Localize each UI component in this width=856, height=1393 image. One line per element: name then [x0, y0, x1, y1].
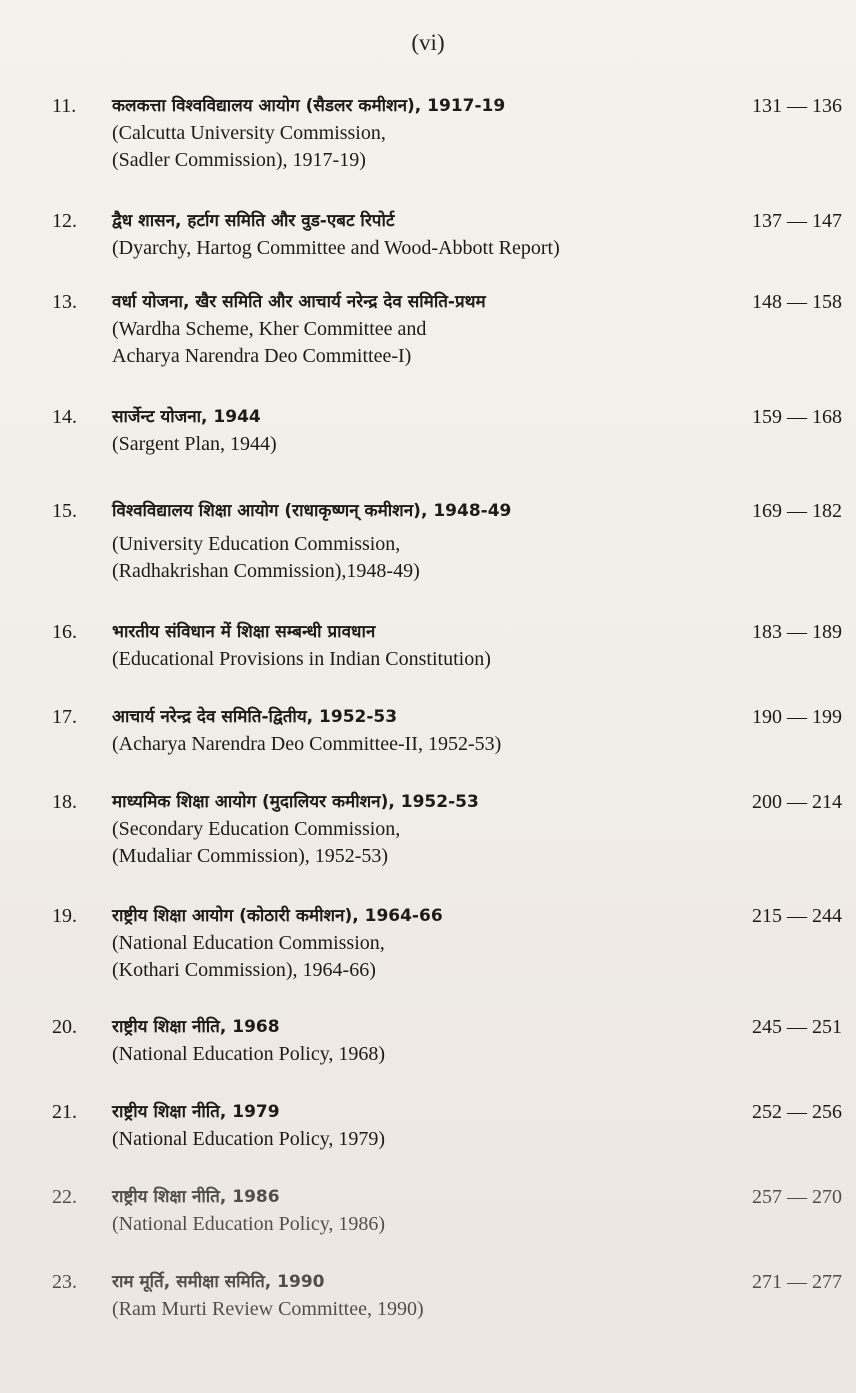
english-title-line: (Mudaliar Commission), 1952-53)	[112, 845, 389, 867]
entry-page-range: 169 — 182	[752, 500, 842, 522]
entry-hindi-title: भारतीय संविधान में शिक्षा सम्बन्धी प्रावधान	[112, 622, 376, 642]
entry-page-range: 190 — 199	[752, 706, 842, 728]
entry-hindi-title: आचार्य नरेन्द्र देव समिति-द्वितीय, 1952-53	[112, 707, 398, 727]
entry-english-title	[112, 930, 752, 984]
english-title-line: (Sadler Commission), 1917-19)	[112, 149, 366, 171]
entry-page-range: 200 — 214	[752, 791, 842, 813]
entry-hindi-title: सार्जेन्ट योजना, 1944	[112, 407, 261, 427]
entry-number: 16.	[52, 621, 77, 643]
entry-hindi-title: राष्ट्रीय शिक्षा नीति, 1986	[112, 1187, 280, 1207]
page-number: (vi)	[411, 30, 445, 55]
english-title-line: (University Education Commission,	[112, 533, 401, 555]
english-title-line: (Kothari Commission), 1964-66)	[112, 959, 376, 981]
english-title-line: (National Education Policy, 1968)	[112, 1043, 386, 1065]
entry-english-title	[112, 235, 752, 262]
english-title-line: (Acharya Narendra Deo Committee-II, 1952-53)	[112, 733, 502, 755]
english-title-line: (Calcutta University Commission,	[112, 122, 386, 144]
entry-number: 20.	[52, 1016, 77, 1038]
entry-page-range: 257 — 270	[752, 1186, 842, 1208]
english-title-line: (Educational Provisions in Indian Constitution)	[112, 648, 491, 670]
english-title-line: (Ram Murti Review Committee, 1990)	[112, 1298, 424, 1320]
entry-number: 11.	[52, 95, 77, 117]
entry-page-range: 183 — 189	[752, 621, 842, 643]
entry-page-range: 252 — 256	[752, 1101, 842, 1123]
entry-number: 21.	[52, 1101, 77, 1123]
entry-number: 15.	[52, 500, 77, 522]
entry-english-title	[112, 1296, 752, 1323]
entry-hindi-title: राष्ट्रीय शिक्षा नीति, 1979	[112, 1102, 280, 1122]
entry-english-title	[112, 120, 752, 174]
entry-english-title	[112, 731, 752, 758]
entry-english-title	[112, 1126, 752, 1153]
entry-page-range: 271 — 277	[752, 1271, 842, 1293]
entry-number: 17.	[52, 706, 77, 728]
entry-hindi-title: विश्वविद्यालय शिक्षा आयोग (राधाकृष्णन् कमीशन), 1948-49	[112, 501, 512, 521]
entry-hindi-title: राम मूर्ति, समीक्षा समिति, 1990	[112, 1272, 325, 1292]
entry-hindi-title: राष्ट्रीय शिक्षा आयोग (कोठारी कमीशन), 1964-66	[112, 906, 443, 926]
entry-english-title	[112, 646, 752, 673]
english-title-line: (National Education Commission,	[112, 932, 385, 954]
entry-hindi-title: माध्यमिक शिक्षा आयोग (मुदालियर कमीशन), 1952-53	[112, 792, 479, 812]
entry-number: 14.	[52, 406, 77, 428]
english-title-line: (Dyarchy, Hartog Committee and Wood-Abbott Report)	[112, 237, 560, 259]
entry-page-range: 159 — 168	[752, 406, 842, 428]
entry-page-range: 137 — 147	[752, 210, 842, 232]
entry-number: 12.	[52, 210, 77, 232]
english-title-line: (Secondary Education Commission,	[112, 818, 401, 840]
entry-english-title	[112, 1211, 752, 1238]
entry-hindi-title: वर्धा योजना, खैर समिति और आचार्य नरेन्द्र देव समिति-प्रथम	[112, 292, 486, 312]
entry-page-range: 131 — 136	[752, 95, 842, 117]
entry-page-range: 245 — 251	[752, 1016, 842, 1038]
entry-page-range: 148 — 158	[752, 291, 842, 313]
entry-english-title	[112, 316, 752, 370]
entry-hindi-title: राष्ट्रीय शिक्षा नीति, 1968	[112, 1017, 280, 1037]
entry-page-range: 215 — 244	[752, 905, 842, 927]
english-title-line: (National Education Policy, 1986)	[112, 1213, 386, 1235]
english-title-line: (Sargent Plan, 1944)	[112, 433, 277, 455]
english-title-line: (Radhakrishan Commission),1948-49)	[112, 560, 420, 582]
entry-number: 22.	[52, 1186, 77, 1208]
entry-hindi-title: द्वैध शासन, हर्टाग समिति और वुड-एबट रिपोर्ट	[112, 211, 395, 231]
english-title-line: (Wardha Scheme, Kher Committee and	[112, 318, 427, 340]
entry-english-title	[112, 431, 752, 458]
english-title-line: (National Education Policy, 1979)	[112, 1128, 386, 1150]
entry-number: 13.	[52, 291, 77, 313]
entry-number: 18.	[52, 791, 77, 813]
english-title-line: Acharya Narendra Deo Committee-I)	[112, 345, 412, 367]
entry-english-title	[112, 1041, 752, 1068]
entry-english-title	[112, 816, 752, 870]
entry-number: 23.	[52, 1271, 77, 1293]
entry-number: 19.	[52, 905, 77, 927]
entry-hindi-title: कलकत्ता विश्वविद्यालय आयोग (सैडलर कमीशन), 1917-19	[112, 96, 506, 116]
entry-english-title	[112, 531, 752, 585]
